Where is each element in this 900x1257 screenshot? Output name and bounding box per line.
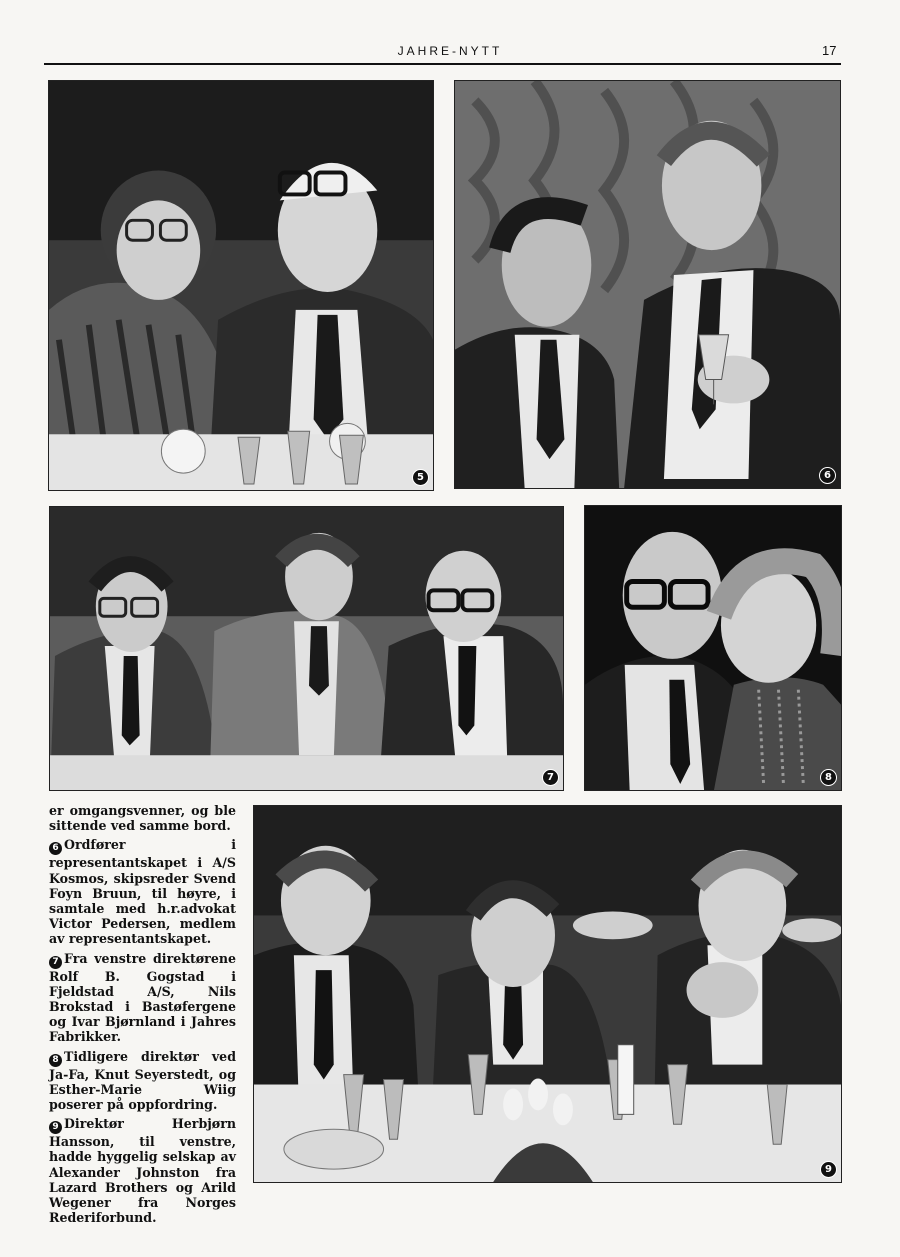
photo-8 <box>584 505 842 791</box>
photo-9-badge: 9 <box>820 1161 837 1178</box>
photo-7 <box>49 506 564 791</box>
photo-9 <box>253 805 842 1183</box>
caption-intro: er omgangsvenner, og ble sittende ved samme bord. <box>49 803 236 834</box>
photo-6-badge: 6 <box>819 467 836 484</box>
photo-8-badge: 8 <box>820 769 837 786</box>
caption-9 <box>49 1116 236 1225</box>
caption-8 <box>49 1049 236 1113</box>
page-number: 17 <box>822 43 837 58</box>
caption-6 <box>49 837 236 946</box>
caption-7-number: 7 <box>49 956 62 969</box>
caption-9-text: Direktør Herbjørn Hansson, til venstre, hadde hyggelig selskap av Alexander Johnston fra Lazard Brothers og Arild Wegener fra Norges Rederiforbund. <box>49 1116 236 1226</box>
photo-7-badge: 7 <box>542 769 559 786</box>
caption-8-text: Tidligere direktør ved Ja-Fa, Knut Seyerstedt, og Esther-Marie Wiig poserer på oppfordring. <box>49 1048 236 1113</box>
caption-7 <box>49 951 236 1045</box>
photo-5-badge: 5 <box>412 469 429 486</box>
photo-5 <box>48 80 434 491</box>
caption-7-text: Fra venstre direktørene Rolf B. Gogstad i Fjeldstad A/S, Nils Brokstad i Bastøfergene og Ivar Bjørnland i Jahres Fabrikker. <box>49 950 236 1045</box>
publication-title: JAHRE-NYTT <box>397 44 503 58</box>
caption-6-number: 6 <box>49 842 62 855</box>
caption-6-text: Ordfører i representantskapet i A/S Kosmos, skipsreder Svend Foyn Bruun, til høyre, i samtale med h.r.advokat Victor Pedersen, medlem av representantskapet. <box>49 837 236 947</box>
caption-9-number: 9 <box>49 1121 62 1134</box>
photo-6 <box>454 80 841 489</box>
header-rule <box>44 63 841 65</box>
caption-8-number: 8 <box>49 1054 62 1067</box>
caption-column <box>49 803 236 1229</box>
